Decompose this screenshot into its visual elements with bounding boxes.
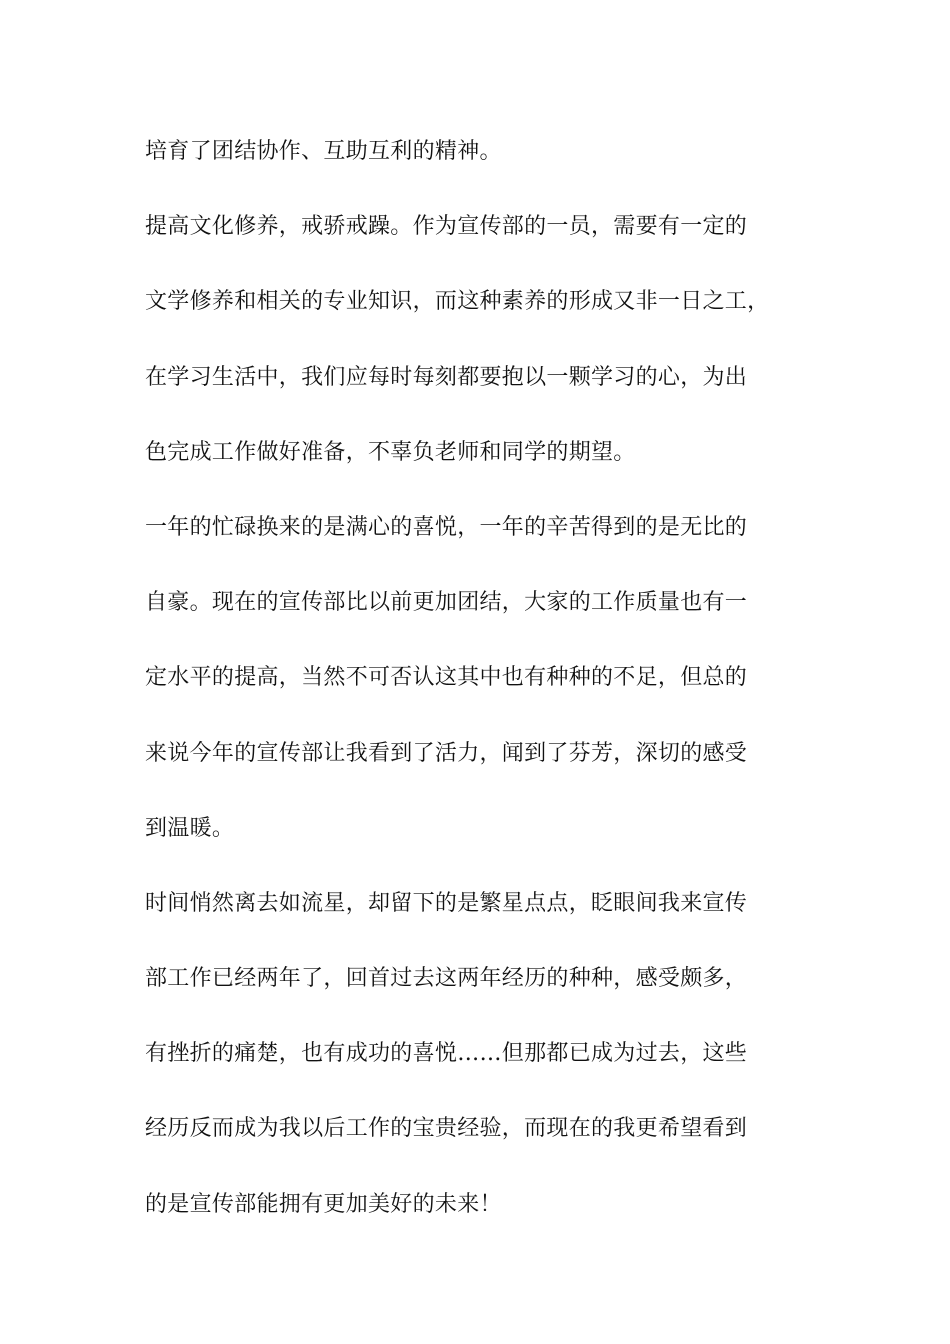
text-line: 一年的忙碌换来的是满心的喜悦，一年的辛苦得到的是无比的 (145, 514, 748, 540)
text-line: 到温暖。 (145, 815, 235, 841)
text-line: 来说今年的宣传部让我看到了活力，闻到了芬芳，深切的感受 (145, 740, 748, 766)
text-line: 提高文化修养，戒骄戒躁。作为宣传部的一员，需要有一定的 (145, 214, 748, 240)
text-line: 在学习生活中，我们应每时每刻都要抱以一颗学习的心，为出 (145, 364, 748, 390)
text-line: 部工作已经两年了，回首过去这两年经历的种种，感受颇多， (145, 966, 748, 992)
text-line: 经历反而成为我以后工作的宝贵经验，而现在的我更希望看到 (145, 1116, 748, 1142)
text-line: 的是宣传部能拥有更加美好的未来！ (145, 1191, 502, 1217)
text-line: 自豪。现在的宣传部比以前更加团结，大家的工作质量也有一 (145, 590, 748, 616)
text-line: 有挫折的痛楚，也有成功的喜悦……但那都已成为过去，这些 (145, 1041, 748, 1067)
text-line: 定水平的提高，当然不可否认这其中也有种种的不足，但总的 (145, 665, 748, 691)
body-text (145, 129, 845, 1257)
text-line: 培育了团结协作、互助互利的精神。 (145, 139, 502, 164)
text-line: 文学修养和相关的专业知识，而这种素养的形成又非一日之工， (145, 289, 770, 315)
text-line: 时间悄然离去如流星，却留下的是繁星点点，眨眼间我来宣传 (145, 890, 748, 916)
text-line: 色完成工作做好准备，不辜负老师和同学的期望。 (145, 439, 636, 465)
